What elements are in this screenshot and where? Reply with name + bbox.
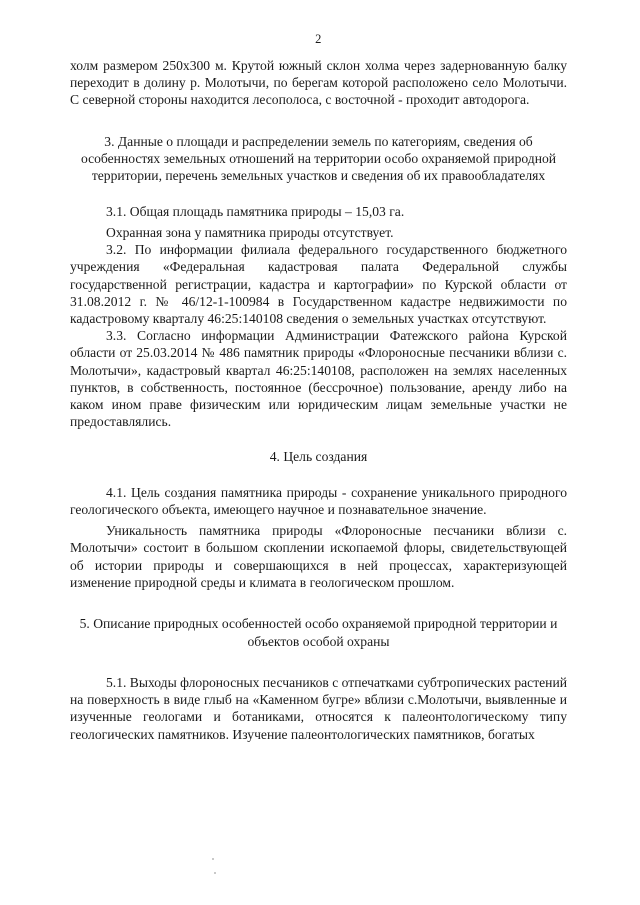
paragraph-3-3: 3.3. Согласно информации Администрации Фатежского района Курской области от 25.03.2014 № 486 памятник природы «Флороносные песчаники вблизи с. Молотычи», кадастровый квартал 46:25:140108, расположен на землях населенных пунктов, в собственность, постоянное (бессрочное) пользование, аренду либо на каком ином праве физическим или юридическим лицам земельные участки не предоставлялись.	[70, 328, 567, 430]
paragraph-5-1: 5.1. Выходы флороносных песчаников с отпечатками субтропических растений на поверхность в виде глыб на «Каменном бугре» вблизи с.Молотычи, выявленные и изученные геологами и ботаниками, относятся к палеонтологическому типу геологических памятников. Изучение палеонтологических памятников, богатых	[70, 674, 567, 742]
section-3-heading: 3. Данные о площади и распределении земель по категориям, сведения об особенностях земельных отношений на территории особо охраняемой природной территории, перечень земельных участков и сведения об их правообладателях	[80, 133, 557, 184]
intro-paragraph: холм размером 250х300 м. Крутой южный склон холма через задернованную балку переходит в долину р. Молотычи, по берегам которой расположено село Молотычи. С северной стороны находится лесополоса, с восточной - проходит автодорога.	[70, 58, 567, 108]
scan-speck	[212, 858, 214, 860]
section-5-heading: 5. Описание природных особенностей особо охраняемой природной территории и объектов особой охраны	[79, 616, 558, 649]
paragraph-4-1: 4.1. Цель создания памятника природы - сохранение уникального природного геологического объекта, имеющего научное и познавательное значение.	[70, 484, 567, 518]
paragraph-3-2: 3.2. По информации филиала федерального государственного бюджетного учреждения «Федеральная кадастровая палата Федеральной службы государственной регистрации, кадастра и картографии» по Курской области от 31.08.2012 г. № 46/12-1-100984 в Государственном кадастре недвижимости по кадастровому кварталу 46:25:140108 сведения о земельных участках отсутствуют.	[70, 242, 567, 327]
section-4-heading: 4. Цель создания	[269, 449, 368, 465]
page-number: 2	[315, 32, 322, 46]
document-page	[70, 20, 567, 743]
paragraph-3-1: 3.1. Общая площадь памятника природы – 15,03 га.	[106, 203, 405, 219]
scan-speck	[214, 872, 216, 874]
paragraph-protection-zone: Охранная зона у памятника природы отсутствует.	[106, 225, 394, 241]
paragraph-uniqueness: Уникальность памятника природы «Флороносные песчаники вблизи с. Молотычи» состоит в большом скоплении ископаемой флоры, свидетельствующей об истории природы и совершающихся в ней процессах, характеризующей изменение природной среды и климата в геологическом прошлом.	[70, 523, 567, 590]
